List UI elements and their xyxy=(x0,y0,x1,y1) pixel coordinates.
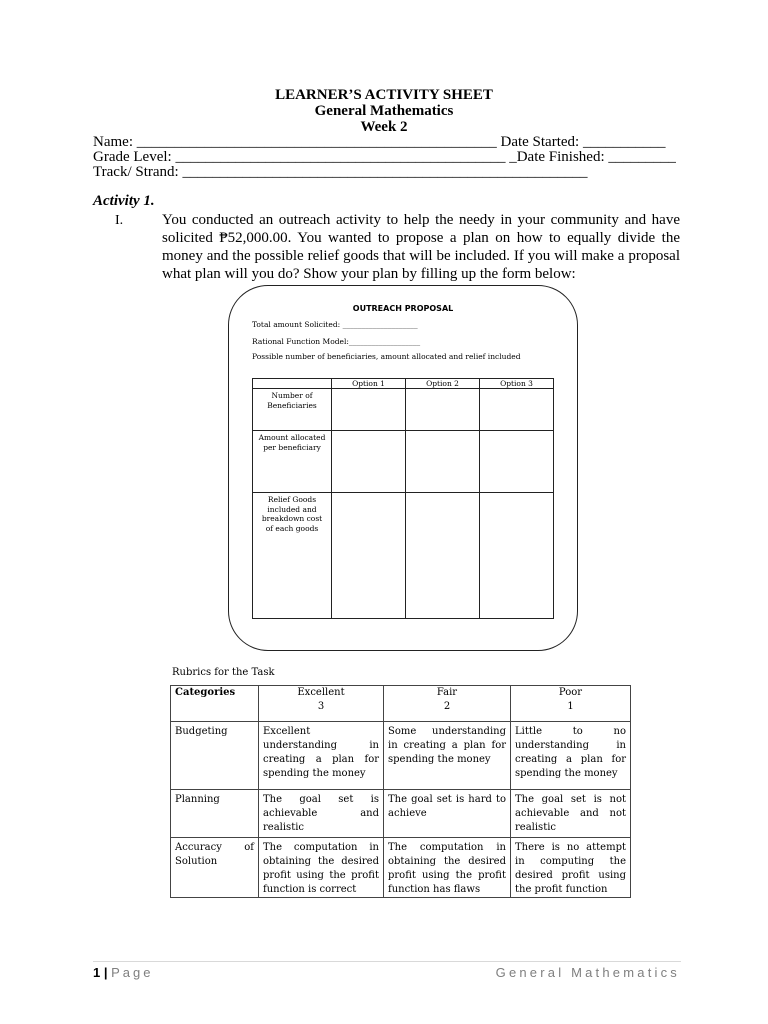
rubric-category: Planning xyxy=(171,790,259,838)
rubric-header-categories: Categories xyxy=(171,686,259,722)
row-label-relief-goods: Relief Goods included and breakdown cost of each goods xyxy=(253,493,332,619)
proposal-cell[interactable] xyxy=(480,389,554,431)
total-amount-line: Total amount Solicited: ____________________ xyxy=(252,320,418,329)
rubric-excellent-cell: The computation in obtaining the desired profit using the profit function is correct xyxy=(259,838,384,898)
page-footer-left xyxy=(93,965,154,980)
excellent-label: Excellent xyxy=(297,687,345,698)
subject-title: General Mathematics xyxy=(314,103,454,119)
rubric-category: Accuracy of Solution xyxy=(171,838,259,898)
rubric-category: Budgeting xyxy=(171,722,259,790)
proposal-cell[interactable] xyxy=(332,493,406,619)
option-1-header: Option 1 xyxy=(332,379,406,389)
proposal-cell[interactable] xyxy=(332,431,406,493)
track-strand-field-line: Track/ Strand: ______________________________________________________ xyxy=(93,164,588,180)
week-title: Week 2 xyxy=(360,119,408,135)
activity-instruction: You conducted an outreach activity to help the needy in your community and have solicited ₱52,000.00. You wanted to propose a plan on how to equally divide the money and the possible relief goods that will be included. If you will make a proposal what plan will you do? Show your plan by filling up the form below: xyxy=(162,212,680,282)
fair-score: 2 xyxy=(443,701,451,712)
rubric-excellent-cell: The goal set is achievable and realistic xyxy=(259,790,384,838)
option-3-header: Option 3 xyxy=(480,379,554,389)
proposal-cell[interactable] xyxy=(406,389,480,431)
rubric-poor-cell: There is no attempt in computing the desired profit using the profit function xyxy=(511,838,631,898)
proposal-title: OUTREACH PROPOSAL xyxy=(352,304,454,313)
rubric-row-accuracy xyxy=(171,838,631,898)
rubric-row-planning xyxy=(171,790,631,838)
option-2-header: Option 2 xyxy=(406,379,480,389)
activity-label: Activity 1. xyxy=(93,193,155,209)
footer-subject: General Mathematics xyxy=(495,965,680,980)
outreach-proposal-form xyxy=(228,285,578,651)
proposal-cell[interactable] xyxy=(480,431,554,493)
rubric-poor-cell: The goal set is not achievable and not realistic xyxy=(511,790,631,838)
rubric-fair-cell: The computation in obtaining the desired profit using the profit function has flaws xyxy=(384,838,511,898)
name-field-line: Name: ________________________________________________ Date Started: ___________ xyxy=(93,134,666,150)
rubric-row-budgeting xyxy=(171,722,631,790)
proposal-cell[interactable] xyxy=(406,493,480,619)
proposal-table xyxy=(252,378,554,619)
footer-divider xyxy=(93,961,681,962)
poor-label: Poor xyxy=(558,687,583,698)
fair-label: Fair xyxy=(436,687,458,698)
rubric-table xyxy=(170,685,631,898)
rubric-header-poor xyxy=(511,686,631,722)
grade-level-field-line: Grade Level: ____________________________________________ _Date Finished: _________ xyxy=(93,149,676,165)
row-label-beneficiaries: Number of Beneficiaries xyxy=(253,389,332,431)
row-label-amount-allocated: Amount allocated per beneficiary xyxy=(253,431,332,493)
rubric-fair-cell: Some understanding in creating a plan for spending the money xyxy=(384,722,511,790)
proposal-cell[interactable] xyxy=(332,389,406,431)
page-number: 1 xyxy=(93,965,101,980)
page-word: Page xyxy=(111,965,154,980)
rational-model-line: Rational Function Model:___________________ xyxy=(252,337,421,346)
sheet-title: LEARNER’S ACTIVITY SHEET xyxy=(275,87,493,103)
proposal-cell[interactable] xyxy=(406,431,480,493)
item-number: I. xyxy=(115,213,124,228)
proposal-corner-cell xyxy=(253,379,332,389)
excellent-score: 3 xyxy=(317,701,325,712)
rubric-excellent-cell: Excellent understanding in creating a plan for spending the money xyxy=(259,722,384,790)
rubric-header-excellent xyxy=(259,686,384,722)
possible-number-line: Possible number of beneficiaries, amount allocated and relief included xyxy=(252,352,521,361)
rubric-fair-cell: The goal set is hard to achieve xyxy=(384,790,511,838)
rubric-poor-cell: Little to no understanding in creating a plan for spending the money xyxy=(511,722,631,790)
poor-score: 1 xyxy=(567,701,574,712)
proposal-cell[interactable] xyxy=(480,493,554,619)
page-separator: | xyxy=(103,965,108,980)
rubric-title: Rubrics for the Task xyxy=(172,667,275,678)
rubric-header-fair xyxy=(384,686,511,722)
